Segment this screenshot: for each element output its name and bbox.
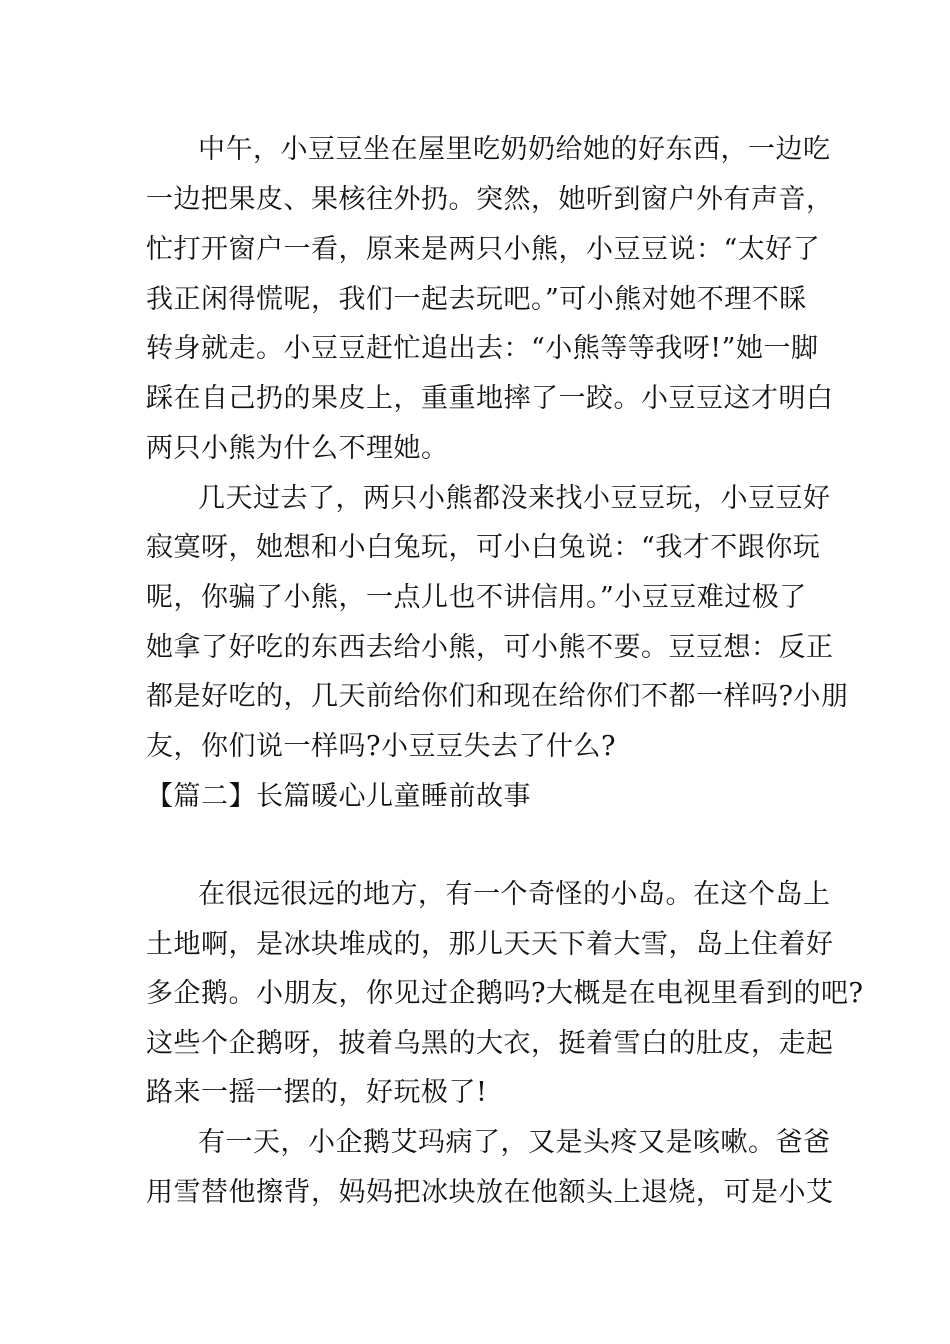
paragraph-1-line: 中午，小豆豆坐在屋里吃奶奶给她的好东西，一边吃: [198, 134, 831, 165]
paragraph-2-line: 都是好吃的，几天前给你们和现在给你们不都一样吗?小朋: [146, 681, 849, 712]
paragraph-1-line: 一边把果皮、果核往外扔。突然，她听到窗户外有声音，: [146, 184, 834, 215]
paragraph-3-line: 在很远很远的地方，有一个奇怪的小岛。在这个岛上: [198, 879, 831, 910]
paragraph-1-line: 忙打开窗户一看，原来是两只小熊，小豆豆说：“太好了: [146, 234, 821, 265]
paragraph-2-line: 寂寞呀，她想和小白兔玩，可小白兔说：“我才不跟你玩: [146, 532, 821, 563]
paragraph-3-line: 多企鹅。小朋友，你见过企鹅吗?大概是在电视里看到的吧?: [146, 978, 864, 1009]
paragraph-1-line: 转身就走。小豆豆赶忙追出去：“小熊等等我呀!”她一脚: [146, 333, 819, 364]
paragraph-2-line: 几天过去了，两只小熊都没来找小豆豆玩，小豆豆好: [198, 483, 831, 514]
paragraph-4-line: 有一天，小企鹅艾玛病了，又是头疼又是咳嗽。爸爸: [198, 1127, 831, 1158]
paragraph-4-line: 用雪替他擦背，妈妈把冰块放在他额头上退烧，可是小艾: [146, 1177, 834, 1208]
paragraph-1-line: 我正闲得慌呢，我们一起去玩吧。”可小熊对她不理不睬: [146, 284, 807, 315]
paragraph-1-line: 两只小熊为什么不理她。: [146, 433, 449, 464]
paragraph-1-line: 踩在自己扔的果皮上，重重地摔了一跤。小豆豆这才明白: [146, 383, 834, 414]
paragraph-2-line: 呢，你骗了小熊，一点儿也不讲信用。”小豆豆难过极了: [146, 582, 807, 613]
paragraph-3-line: 路来一摇一摆的，好玩极了!: [146, 1077, 488, 1108]
paragraph-3-line: 土地啊，是冰块堆成的，那儿天天下着大雪，岛上住着好: [146, 929, 834, 960]
section-heading: 【篇二】长篇暖心儿童睡前故事: [146, 781, 531, 812]
paragraph-2-line: 她拿了好吃的东西去给小熊，可小熊不要。豆豆想：反正: [146, 632, 834, 663]
paragraph-3-line: 这些个企鹅呀，披着乌黑的大衣，挺着雪白的肚皮，走起: [146, 1028, 834, 1059]
paragraph-2-line: 友，你们说一样吗?小豆豆失去了什么?: [146, 731, 616, 762]
